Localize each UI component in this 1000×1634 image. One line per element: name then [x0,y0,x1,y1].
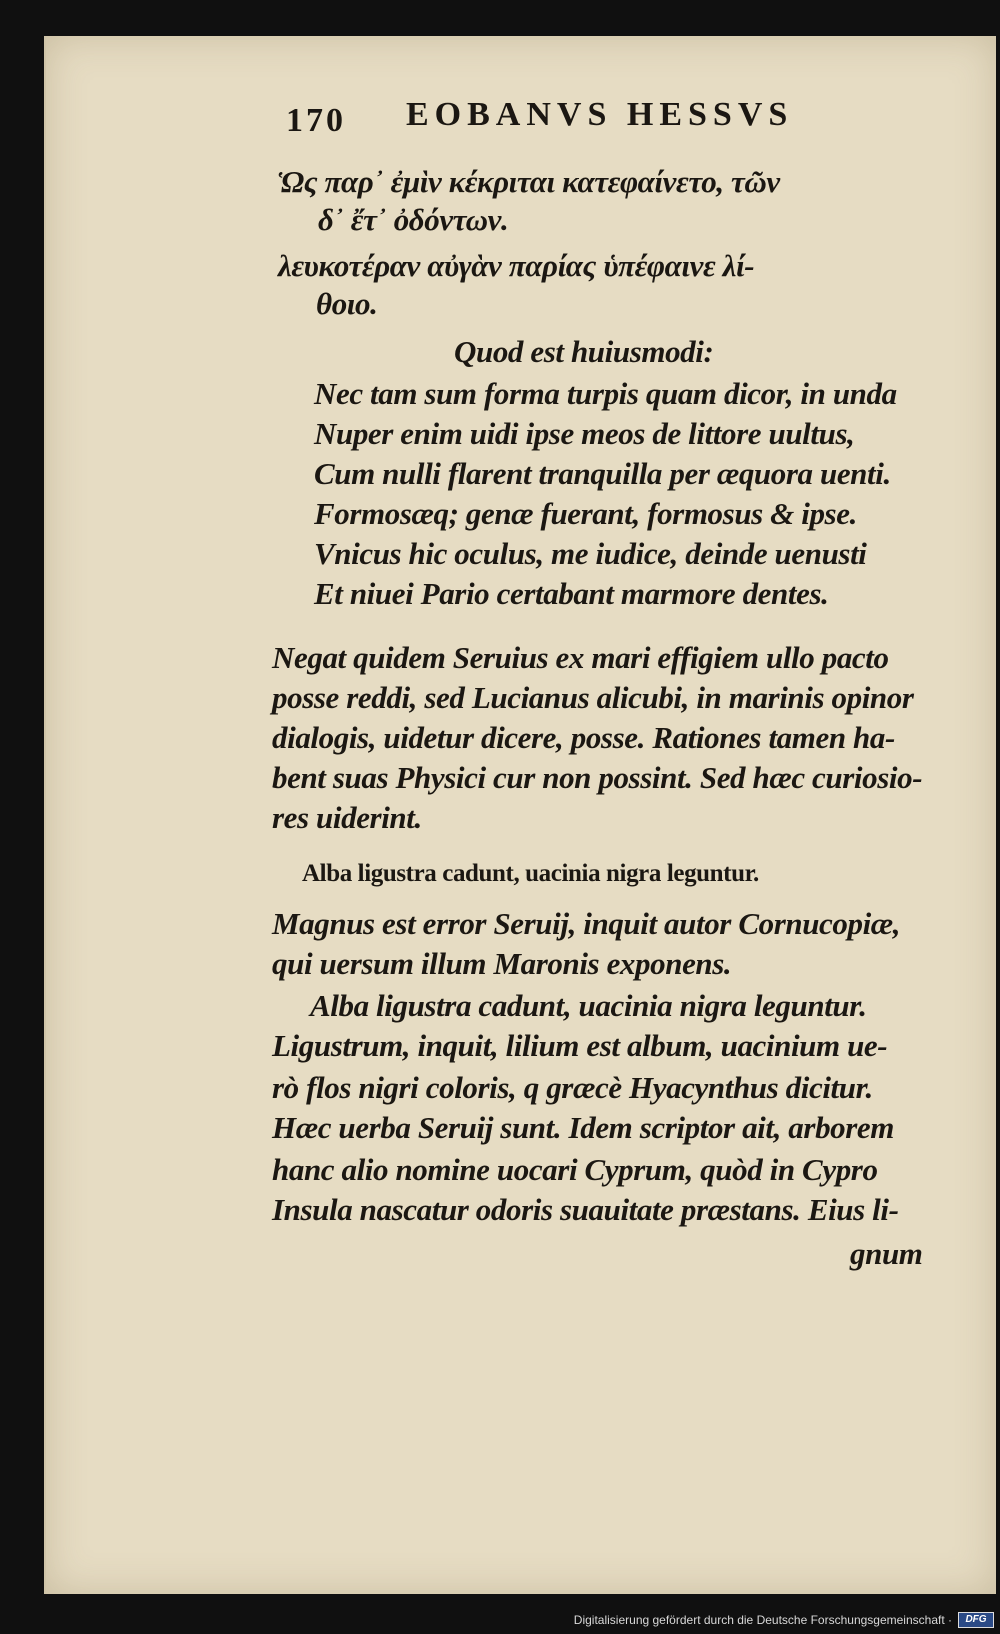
prose-line-5: res uiderint. [272,800,422,835]
verse-line-3: Cum nulli flarent tranquilla per æquora uenti. [314,456,891,491]
verse-line-5: Vnicus hic oculus, me iudice, deinde uenusti [314,536,867,571]
verse-line-4: Formosæq; genæ fuerant, formosus & ipse. [314,496,857,531]
prose-line-8: Ligustrum, inquit, lilium est album, uacinium ue- [272,1028,888,1063]
section-heading: Quod est huiusmodi: [454,334,714,369]
verse-line-1: Nec tam sum forma turpis quam dicor, in unda [314,376,897,411]
prose-line-2: posse reddi, sed Lucianus alicubi, in marinis opinor [272,680,914,715]
greek-line-1: Ὡς παρ᾽ ἐμὶν κέκριται κατεφαίνετο, τῶν [278,164,780,199]
digitization-footer [574,1608,994,1632]
prose-line-12: Insula nascatur odoris suauitate præstans. Eius li- [272,1192,899,1227]
greek-line-3: λευκοτέραν αὐγὰν παρίας ὑπέφαινε λί- [278,248,755,283]
running-head: EOBANVS HESSVS [406,96,794,133]
lemma-line: Alba ligustra cadunt, uacinia nigra leguntur. [302,860,759,887]
prose-line-10: Hæc uerba Seruij sunt. Idem scriptor ait, arborem [272,1110,895,1145]
prose-line-1: Negat quidem Seruius ex mari effigiem ullo pacto [272,640,889,675]
footer-credit: Digitalisierung gefördert durch die Deutsche Forschungsgemeinschaft · [573,1613,952,1627]
prose-line-6: Magnus est error Seruij, inquit autor Cornucopiæ, [272,906,901,941]
prose-line-4: bent suas Physici cur non possint. Sed hæc curiosio- [272,760,923,795]
greek-line-4: θοιο. [316,286,378,321]
dfg-logo-icon: DFG [958,1612,994,1628]
book-page [44,36,996,1594]
greek-line-2: δ᾽ ἔτ᾽ ὀδόντων. [318,202,509,237]
page-number: 170 [286,102,346,139]
prose-line-7: qui uersum illum Maronis exponens. [272,946,732,981]
prose-line-9: rò flos nigri coloris, q græcè Hyacynthus dicitur. [272,1070,873,1105]
verse-line-2: Nuper enim uidi ipse meos de littore uultus, [314,416,855,451]
quote-line: Alba ligustra cadunt, uacinia nigra leguntur. [310,988,867,1023]
catchword: gnum [850,1236,923,1271]
verse-line-6: Et niuei Pario certabant marmore dentes. [314,576,829,611]
prose-line-3: dialogis, uidetur dicere, posse. Rationes tamen ha- [272,720,895,755]
prose-line-11: hanc alio nomine uocari Cyprum, quòd in Cypro [272,1152,878,1187]
